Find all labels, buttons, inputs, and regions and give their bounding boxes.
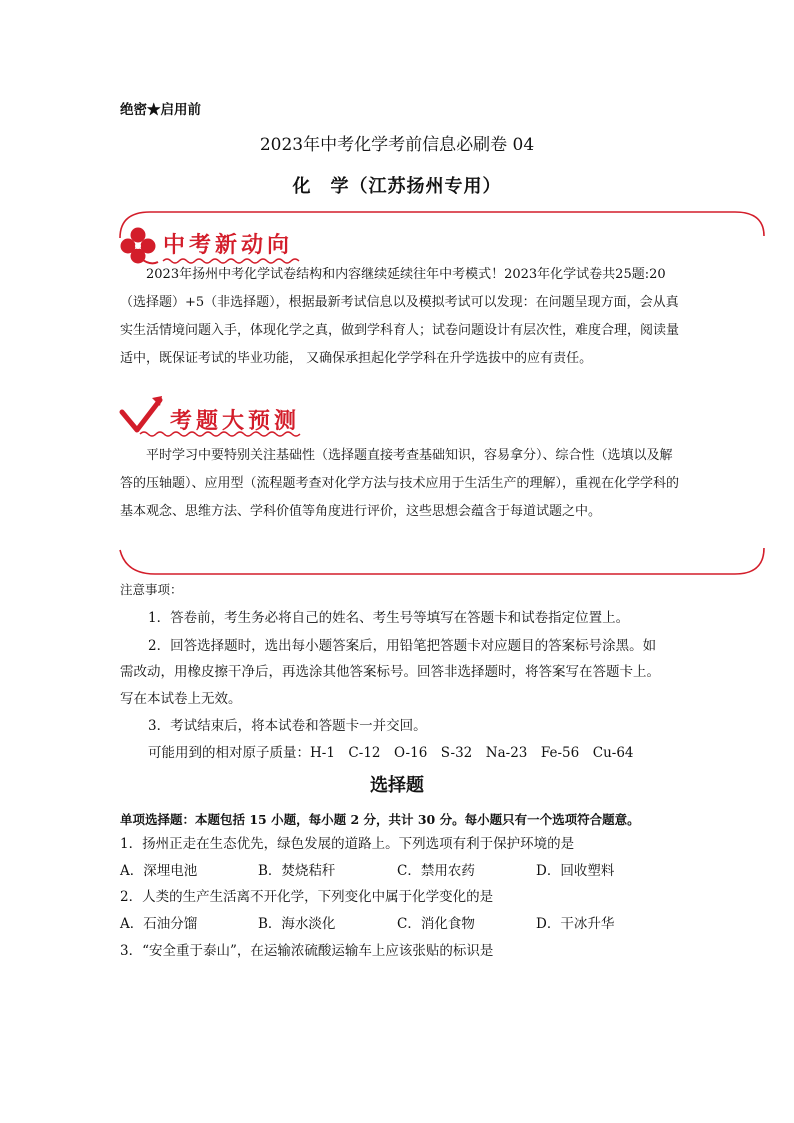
question-2-option-c[interactable]: C．消化食物 (397, 916, 475, 932)
question-2-stem: 2．人类的生产生活离不开化学，下列变化中属于化学变化的是 (120, 889, 494, 905)
question-1-option-a[interactable]: A．深埋电池 (120, 863, 198, 879)
question-2-option-d[interactable]: D．干冰升华 (536, 916, 615, 932)
question-2-option-b[interactable]: B．海水淡化 (258, 916, 336, 932)
question-1-option-b[interactable]: B．焚烧秸秆 (258, 863, 336, 879)
question-1-stem: 1．扬州正走在生态优先，绿色发展的道路上。下列选项有利于保护环境的是 (120, 836, 575, 852)
question-1-option-d[interactable]: D．回收塑料 (536, 863, 615, 879)
paper-title: 2023年中考化学考前信息必刷卷 04 (259, 135, 535, 155)
note-item-1: 1．答卷前，考生务必将自己的姓名、考生号等填写在答题卡和试卷指定位置上。 (148, 610, 630, 626)
prediction-paragraph: 平时学习中要特别关注基础性（选择题直接考查基础知识，容易拿分）、综合性（选填以及解答的压轴题）、应用型（流程题考查对化学方法与技术应用于生活生产的理解），重视在化学学科的基本观念、思维方法、学科价值等角度进行评价，这些思想会蕴含于每道试题之中。 (120, 448, 680, 519)
notes-heading: 注意事项： (120, 582, 183, 597)
paper-subtitle: 化 学（江苏扬州专用） (292, 176, 502, 197)
section-title: 选择题 (370, 775, 424, 796)
section-instruction: 单项选择题：本题包括 15 小题，每小题 2 分，共计 30 分。每小题只有一个选项符合题意。 (120, 812, 640, 827)
note-item-2-end: 写在本试卷上无效。 (120, 691, 242, 707)
trend-paragraph: 2023年扬州中考化学试卷结构和内容继续延续往年中考模式！2023年化学试卷共25题:20（选择题）+5（非选择题），根据最新考试信息以及模拟考试可以发现：在问题呈现方面，会从真实生活情境问题入手，体现化学之真，做到学科育人；试卷问题设计有层次性，难度合理，阅读量适中，既保证考试的毕业功能， 又确保承担起化学学科在升学选拔中的应有责任。 (120, 267, 680, 366)
banner-prediction: 考题大预测 (170, 408, 301, 434)
atomic-mass-line: 可能用到的相对原子质量：H-1 C-12 O-16 S-32 Na-23 Fe-56 Cu-64 (148, 745, 634, 761)
secret-mark: 绝密★启用前 (120, 102, 201, 118)
question-2-option-a[interactable]: A．石油分馏 (120, 916, 198, 932)
note-item-2: 2．回答选择题时，选出每小题答案后，用铅笔把答题卡对应题目的答案标号涂黑。如 (148, 638, 657, 654)
banner-trend: 中考新动向 (163, 232, 294, 258)
question-3-stem: 3．“安全重于泰山”，在运输浓硫酸运输车上应该张贴的标识是 (120, 943, 494, 959)
note-item-3: 3．考试结束后，将本试卷和答题卡一并交回。 (148, 718, 427, 734)
question-1-option-c[interactable]: C．禁用农药 (397, 863, 475, 879)
note-item-2-cont: 需改动，用橡皮擦干净后，再选涂其他答案标号。回答非选择题时，将答案写在答题卡上。 (120, 664, 660, 680)
